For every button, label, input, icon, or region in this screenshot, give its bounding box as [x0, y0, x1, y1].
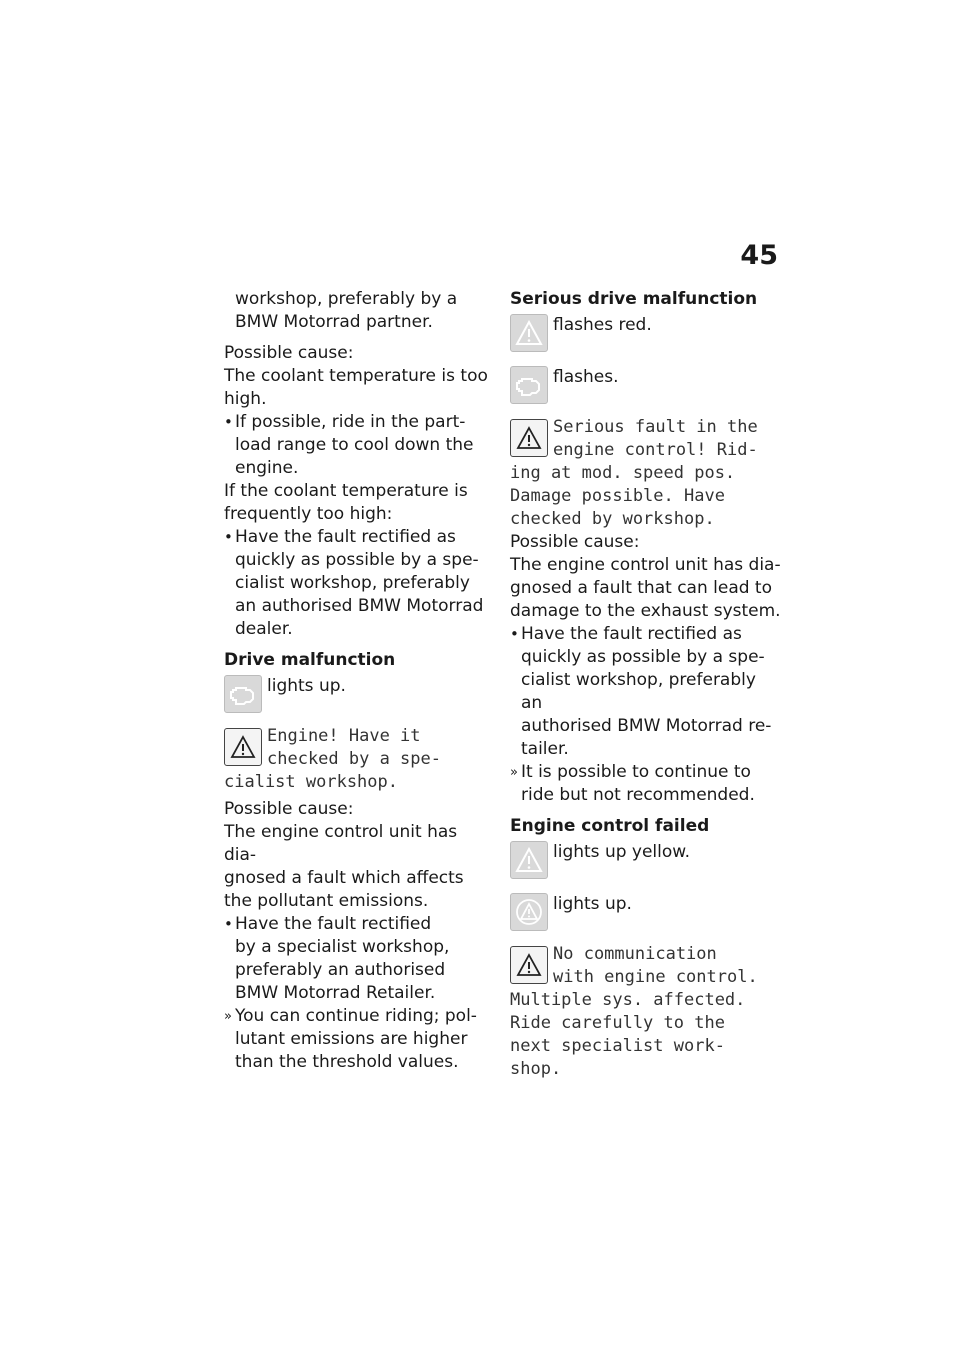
text-line: • Have the fault rectified as	[510, 623, 782, 646]
bullet-item	[224, 411, 492, 480]
text-line: an authorised BMW Motorrad	[235, 596, 484, 616]
message-line: Damage possible. Have	[510, 486, 725, 506]
possible-cause-label: Possible cause:	[510, 532, 640, 552]
section-heading-drive-malfunction: Drive malfunction	[224, 650, 396, 670]
indicator-text: lights up.	[267, 676, 346, 696]
text-line: If the coolant temperature is	[224, 481, 468, 501]
text-line: The engine control unit has dia-	[510, 555, 781, 575]
text-line: • If possible, ride in the part-	[224, 411, 492, 434]
display-message	[224, 725, 492, 794]
text-line: by a specialist workshop,	[235, 937, 450, 957]
general-warning-icon	[510, 314, 548, 352]
warning-circle-triangle-icon	[510, 893, 548, 931]
text-line: BMW Motorrad partner.	[235, 312, 433, 332]
message-line: checked by workshop.	[510, 509, 715, 529]
text-line: ride but not recommended.	[521, 785, 755, 805]
display-message	[510, 943, 782, 1081]
text-line: workshop, preferably by a	[235, 289, 458, 309]
text-line: authorised BMW Motorrad re-	[521, 716, 772, 736]
possible-cause-label: Possible cause:	[224, 799, 354, 819]
message-line: No communication	[553, 944, 717, 964]
message-line: ing at mod. speed pos.	[510, 463, 736, 483]
indicator-row	[510, 893, 782, 937]
text-line: preferably an authorised	[235, 960, 446, 980]
indicator-row	[510, 314, 782, 358]
possible-cause-label: Possible cause:	[224, 343, 354, 363]
indicator-text: lights up yellow.	[553, 842, 691, 862]
left-column	[224, 288, 492, 1074]
result-item	[224, 1005, 492, 1074]
page-number: 45	[740, 240, 778, 271]
text-line: frequently too high:	[224, 504, 393, 524]
text-line: The engine control unit has dia-	[224, 822, 458, 865]
text-line: engine.	[235, 458, 299, 478]
text-line: • Have the fault rectified as	[224, 526, 492, 549]
message-line: cialist workshop.	[224, 772, 398, 792]
section-heading-serious-drive-malfunction: Serious drive malfunction	[510, 289, 758, 309]
message-line: engine control! Rid-	[553, 440, 758, 460]
message-line: next specialist work-	[510, 1036, 725, 1056]
warning-triangle-icon	[510, 419, 548, 457]
bullet-item	[510, 623, 782, 761]
text-line: than the threshold values.	[235, 1052, 459, 1072]
text-line: » It is possible to continue to	[510, 761, 782, 784]
text-line: cialist workshop, preferably	[235, 573, 470, 593]
warning-triangle-icon	[510, 946, 548, 984]
text-line: damage to the exhaust system.	[510, 601, 781, 621]
text-line: quickly as possible by a spe-	[235, 550, 479, 570]
text-line: » You can continue riding; pol-	[224, 1005, 492, 1028]
text-line: quickly as possible by a spe-	[521, 647, 765, 667]
bullet-item	[224, 913, 492, 1005]
display-message	[510, 416, 782, 531]
message-line: Serious fault in the	[553, 417, 758, 437]
text-line: The coolant temperature is too	[224, 366, 488, 386]
message-line: Engine! Have it	[267, 726, 421, 746]
indicator-text: lights up.	[553, 894, 632, 914]
text-line: dealer.	[235, 619, 293, 639]
general-warning-icon	[510, 841, 548, 879]
message-line: Multiple sys. affected.	[510, 990, 746, 1010]
indicator-row	[510, 366, 782, 410]
message-line: with engine control.	[553, 967, 758, 987]
text-line: • Have the fault rectified	[224, 913, 492, 936]
message-line: Ride carefully to the	[510, 1013, 725, 1033]
indicator-row	[224, 675, 492, 719]
text-line: cialist workshop, preferably an	[521, 670, 756, 713]
result-item	[510, 761, 782, 807]
warning-triangle-icon	[224, 728, 262, 766]
indicator-text: flashes red.	[553, 315, 652, 335]
indicator-text: flashes.	[553, 367, 619, 387]
indicator-row	[510, 841, 782, 885]
text-line: high.	[224, 389, 267, 409]
right-column	[510, 288, 782, 1081]
bullet-item	[224, 526, 492, 641]
message-line: checked by a spe-	[267, 749, 441, 769]
text-line: gnosed a fault which affects	[224, 868, 464, 888]
text-line: load range to cool down the	[235, 435, 474, 455]
text-line: BMW Motorrad Retailer.	[235, 983, 436, 1003]
message-line: shop.	[510, 1059, 562, 1079]
text-line: lutant emissions are higher	[235, 1029, 468, 1049]
section-heading-engine-control-failed: Engine control failed	[510, 816, 710, 836]
text-line: the pollutant emissions.	[224, 891, 429, 911]
engine-check-icon	[510, 366, 548, 404]
text-line: gnosed a fault that can lead to	[510, 578, 772, 598]
engine-check-icon	[224, 675, 262, 713]
text-line: tailer.	[521, 739, 569, 759]
